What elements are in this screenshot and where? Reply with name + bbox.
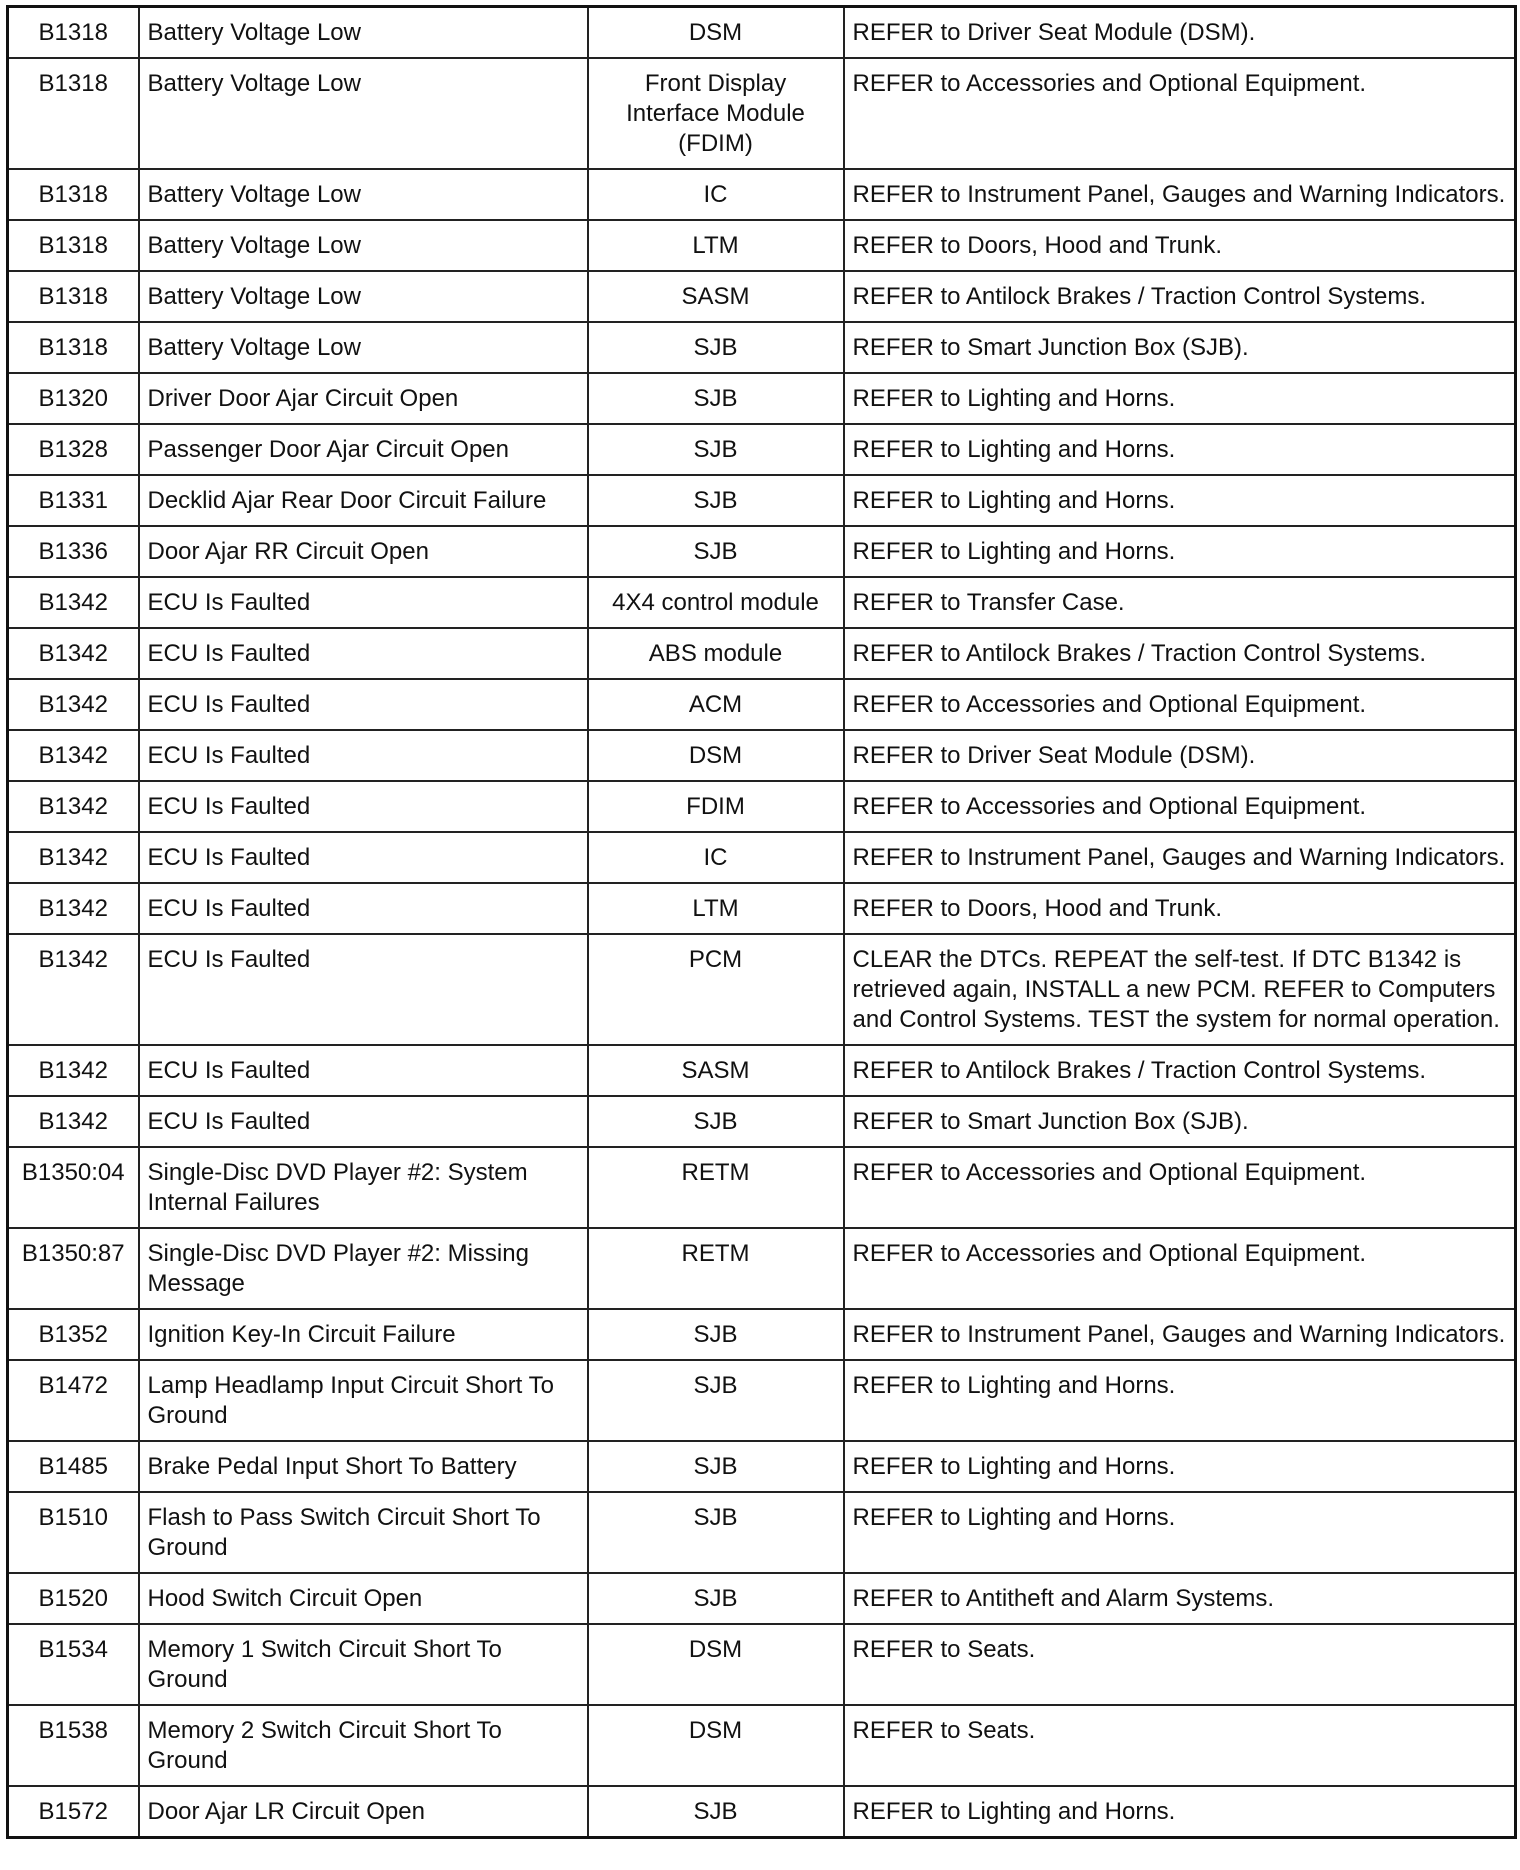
table-row bbox=[8, 1228, 1516, 1309]
dtc-module-cell: DSM bbox=[588, 7, 844, 59]
table-row bbox=[8, 832, 1516, 883]
dtc-code-cell: B1350:04 bbox=[8, 1147, 139, 1228]
table-row bbox=[8, 934, 1516, 1045]
table-row bbox=[8, 475, 1516, 526]
dtc-module-cell: IC bbox=[588, 832, 844, 883]
dtc-module-cell: LTM bbox=[588, 883, 844, 934]
dtc-code-cell: B1350:87 bbox=[8, 1228, 139, 1309]
dtc-code-cell: B1342 bbox=[8, 628, 139, 679]
table-row bbox=[8, 58, 1516, 169]
dtc-action-cell: REFER to Seats. bbox=[844, 1705, 1516, 1786]
dtc-module-cell: FDIM bbox=[588, 781, 844, 832]
dtc-description-cell: Door Ajar RR Circuit Open bbox=[139, 526, 588, 577]
dtc-code-cell: B1342 bbox=[8, 1045, 139, 1096]
dtc-module-cell: SJB bbox=[588, 322, 844, 373]
dtc-action-cell: REFER to Driver Seat Module (DSM). bbox=[844, 730, 1516, 781]
table-row bbox=[8, 730, 1516, 781]
table-row bbox=[8, 1441, 1516, 1492]
dtc-description-cell: ECU Is Faulted bbox=[139, 628, 588, 679]
dtc-module-cell: SJB bbox=[588, 1441, 844, 1492]
dtc-description-cell: ECU Is Faulted bbox=[139, 730, 588, 781]
dtc-action-cell: REFER to Instrument Panel, Gauges and Warning Indicators. bbox=[844, 169, 1516, 220]
dtc-description-cell: Brake Pedal Input Short To Battery bbox=[139, 1441, 588, 1492]
dtc-description-cell: ECU Is Faulted bbox=[139, 679, 588, 730]
dtc-action-cell: REFER to Lighting and Horns. bbox=[844, 424, 1516, 475]
dtc-description-cell: ECU Is Faulted bbox=[139, 1096, 588, 1147]
table-row bbox=[8, 1624, 1516, 1705]
dtc-code-cell: B1472 bbox=[8, 1360, 139, 1441]
dtc-code-cell: B1318 bbox=[8, 7, 139, 59]
dtc-module-cell: SJB bbox=[588, 1096, 844, 1147]
table-row bbox=[8, 1705, 1516, 1786]
dtc-code-cell: B1534 bbox=[8, 1624, 139, 1705]
dtc-description-cell: Decklid Ajar Rear Door Circuit Failure bbox=[139, 475, 588, 526]
dtc-description-cell: Flash to Pass Switch Circuit Short To Ground bbox=[139, 1492, 588, 1573]
dtc-module-cell: SJB bbox=[588, 1786, 844, 1838]
dtc-action-cell: REFER to Doors, Hood and Trunk. bbox=[844, 220, 1516, 271]
dtc-code-cell: B1342 bbox=[8, 679, 139, 730]
dtc-description-cell: Battery Voltage Low bbox=[139, 58, 588, 169]
dtc-code-cell: B1520 bbox=[8, 1573, 139, 1624]
dtc-code-cell: B1318 bbox=[8, 271, 139, 322]
dtc-code-cell: B1342 bbox=[8, 1096, 139, 1147]
dtc-action-cell: REFER to Transfer Case. bbox=[844, 577, 1516, 628]
dtc-description-cell: ECU Is Faulted bbox=[139, 883, 588, 934]
table-row bbox=[8, 1492, 1516, 1573]
dtc-module-cell: RETM bbox=[588, 1147, 844, 1228]
dtc-module-cell: SJB bbox=[588, 1492, 844, 1573]
table-row bbox=[8, 7, 1516, 59]
dtc-code-cell: B1342 bbox=[8, 781, 139, 832]
table-row bbox=[8, 526, 1516, 577]
table-row bbox=[8, 220, 1516, 271]
dtc-module-cell: DSM bbox=[588, 730, 844, 781]
dtc-code-cell: B1342 bbox=[8, 832, 139, 883]
dtc-description-cell: Door Ajar LR Circuit Open bbox=[139, 1786, 588, 1838]
table-row bbox=[8, 679, 1516, 730]
dtc-module-cell: SJB bbox=[588, 526, 844, 577]
table-row bbox=[8, 373, 1516, 424]
dtc-module-cell: SASM bbox=[588, 1045, 844, 1096]
dtc-action-cell: REFER to Lighting and Horns. bbox=[844, 373, 1516, 424]
dtc-module-cell: DSM bbox=[588, 1705, 844, 1786]
table-row bbox=[8, 883, 1516, 934]
dtc-action-cell: REFER to Antilock Brakes / Traction Control Systems. bbox=[844, 1045, 1516, 1096]
dtc-description-cell: Memory 1 Switch Circuit Short To Ground bbox=[139, 1624, 588, 1705]
dtc-module-cell: Front Display Interface Module (FDIM) bbox=[588, 58, 844, 169]
dtc-module-cell: RETM bbox=[588, 1228, 844, 1309]
dtc-module-cell: ABS module bbox=[588, 628, 844, 679]
dtc-action-cell: REFER to Accessories and Optional Equipment. bbox=[844, 58, 1516, 169]
dtc-action-cell: REFER to Instrument Panel, Gauges and Warning Indicators. bbox=[844, 832, 1516, 883]
dtc-description-cell: ECU Is Faulted bbox=[139, 577, 588, 628]
table-row bbox=[8, 424, 1516, 475]
dtc-action-cell: REFER to Seats. bbox=[844, 1624, 1516, 1705]
table-row bbox=[8, 1573, 1516, 1624]
table-row bbox=[8, 781, 1516, 832]
dtc-module-cell: DSM bbox=[588, 1624, 844, 1705]
dtc-table-container bbox=[6, 5, 1514, 1839]
table-row bbox=[8, 271, 1516, 322]
dtc-action-cell: REFER to Instrument Panel, Gauges and Warning Indicators. bbox=[844, 1309, 1516, 1360]
dtc-description-cell: ECU Is Faulted bbox=[139, 781, 588, 832]
dtc-action-cell: REFER to Doors, Hood and Trunk. bbox=[844, 883, 1516, 934]
dtc-description-cell: Lamp Headlamp Input Circuit Short To Ground bbox=[139, 1360, 588, 1441]
dtc-action-cell: REFER to Lighting and Horns. bbox=[844, 1786, 1516, 1838]
dtc-description-cell: ECU Is Faulted bbox=[139, 934, 588, 1045]
dtc-code-cell: B1342 bbox=[8, 934, 139, 1045]
dtc-code-cell: B1572 bbox=[8, 1786, 139, 1838]
dtc-description-cell: Battery Voltage Low bbox=[139, 169, 588, 220]
dtc-action-cell: REFER to Smart Junction Box (SJB). bbox=[844, 1096, 1516, 1147]
dtc-description-cell: Hood Switch Circuit Open bbox=[139, 1573, 588, 1624]
dtc-code-cell: B1318 bbox=[8, 322, 139, 373]
table-row bbox=[8, 1309, 1516, 1360]
dtc-description-cell: Passenger Door Ajar Circuit Open bbox=[139, 424, 588, 475]
table-row bbox=[8, 322, 1516, 373]
dtc-action-cell: REFER to Accessories and Optional Equipment. bbox=[844, 1147, 1516, 1228]
dtc-description-cell: Driver Door Ajar Circuit Open bbox=[139, 373, 588, 424]
dtc-module-cell: SJB bbox=[588, 424, 844, 475]
dtc-action-cell: REFER to Antilock Brakes / Traction Control Systems. bbox=[844, 628, 1516, 679]
dtc-code-cell: B1510 bbox=[8, 1492, 139, 1573]
dtc-code-cell: B1331 bbox=[8, 475, 139, 526]
dtc-action-cell: REFER to Driver Seat Module (DSM). bbox=[844, 7, 1516, 59]
dtc-action-cell: REFER to Smart Junction Box (SJB). bbox=[844, 322, 1516, 373]
dtc-code-cell: B1342 bbox=[8, 730, 139, 781]
dtc-module-cell: ACM bbox=[588, 679, 844, 730]
dtc-module-cell: SASM bbox=[588, 271, 844, 322]
dtc-description-cell: Memory 2 Switch Circuit Short To Ground bbox=[139, 1705, 588, 1786]
table-row bbox=[8, 628, 1516, 679]
dtc-code-cell: B1320 bbox=[8, 373, 139, 424]
table-row bbox=[8, 1147, 1516, 1228]
dtc-module-cell: IC bbox=[588, 169, 844, 220]
dtc-module-cell: SJB bbox=[588, 1360, 844, 1441]
dtc-code-cell: B1538 bbox=[8, 1705, 139, 1786]
dtc-description-cell: Single-Disc DVD Player #2: Missing Message bbox=[139, 1228, 588, 1309]
dtc-module-cell: SJB bbox=[588, 1309, 844, 1360]
dtc-action-cell: CLEAR the DTCs. REPEAT the self-test. If DTC B1342 is retrieved again, INSTALL a new PCM. REFER to Computers and Control Systems. TEST the system for normal operation. bbox=[844, 934, 1516, 1045]
dtc-description-cell: Battery Voltage Low bbox=[139, 271, 588, 322]
dtc-action-cell: REFER to Lighting and Horns. bbox=[844, 475, 1516, 526]
table-row bbox=[8, 169, 1516, 220]
dtc-code-cell: B1352 bbox=[8, 1309, 139, 1360]
dtc-action-cell: REFER to Lighting and Horns. bbox=[844, 526, 1516, 577]
dtc-description-cell: Battery Voltage Low bbox=[139, 220, 588, 271]
dtc-description-cell: Battery Voltage Low bbox=[139, 322, 588, 373]
dtc-module-cell: SJB bbox=[588, 1573, 844, 1624]
dtc-module-cell: 4X4 control module bbox=[588, 577, 844, 628]
dtc-action-cell: REFER to Accessories and Optional Equipment. bbox=[844, 781, 1516, 832]
table-row bbox=[8, 1045, 1516, 1096]
dtc-code-cell: B1318 bbox=[8, 58, 139, 169]
dtc-code-cell: B1318 bbox=[8, 169, 139, 220]
dtc-description-cell: Ignition Key-In Circuit Failure bbox=[139, 1309, 588, 1360]
dtc-action-cell: REFER to Lighting and Horns. bbox=[844, 1441, 1516, 1492]
dtc-code-cell: B1328 bbox=[8, 424, 139, 475]
dtc-description-cell: ECU Is Faulted bbox=[139, 1045, 588, 1096]
dtc-code-cell: B1318 bbox=[8, 220, 139, 271]
dtc-code-cell: B1342 bbox=[8, 577, 139, 628]
dtc-code-cell: B1342 bbox=[8, 883, 139, 934]
dtc-action-cell: REFER to Lighting and Horns. bbox=[844, 1360, 1516, 1441]
table-row bbox=[8, 577, 1516, 628]
dtc-table bbox=[6, 5, 1517, 1839]
dtc-description-cell: ECU Is Faulted bbox=[139, 832, 588, 883]
dtc-module-cell: SJB bbox=[588, 373, 844, 424]
dtc-description-cell: Single-Disc DVD Player #2: System Internal Failures bbox=[139, 1147, 588, 1228]
dtc-action-cell: REFER to Accessories and Optional Equipment. bbox=[844, 679, 1516, 730]
dtc-action-cell: REFER to Antilock Brakes / Traction Control Systems. bbox=[844, 271, 1516, 322]
table-row bbox=[8, 1096, 1516, 1147]
dtc-action-cell: REFER to Antitheft and Alarm Systems. bbox=[844, 1573, 1516, 1624]
dtc-module-cell: PCM bbox=[588, 934, 844, 1045]
dtc-action-cell: REFER to Lighting and Horns. bbox=[844, 1492, 1516, 1573]
dtc-module-cell: LTM bbox=[588, 220, 844, 271]
table-row bbox=[8, 1786, 1516, 1838]
table-row bbox=[8, 1360, 1516, 1441]
dtc-code-cell: B1336 bbox=[8, 526, 139, 577]
dtc-action-cell: REFER to Accessories and Optional Equipment. bbox=[844, 1228, 1516, 1309]
dtc-code-cell: B1485 bbox=[8, 1441, 139, 1492]
dtc-description-cell: Battery Voltage Low bbox=[139, 7, 588, 59]
dtc-module-cell: SJB bbox=[588, 475, 844, 526]
dtc-table-body bbox=[8, 7, 1516, 1838]
